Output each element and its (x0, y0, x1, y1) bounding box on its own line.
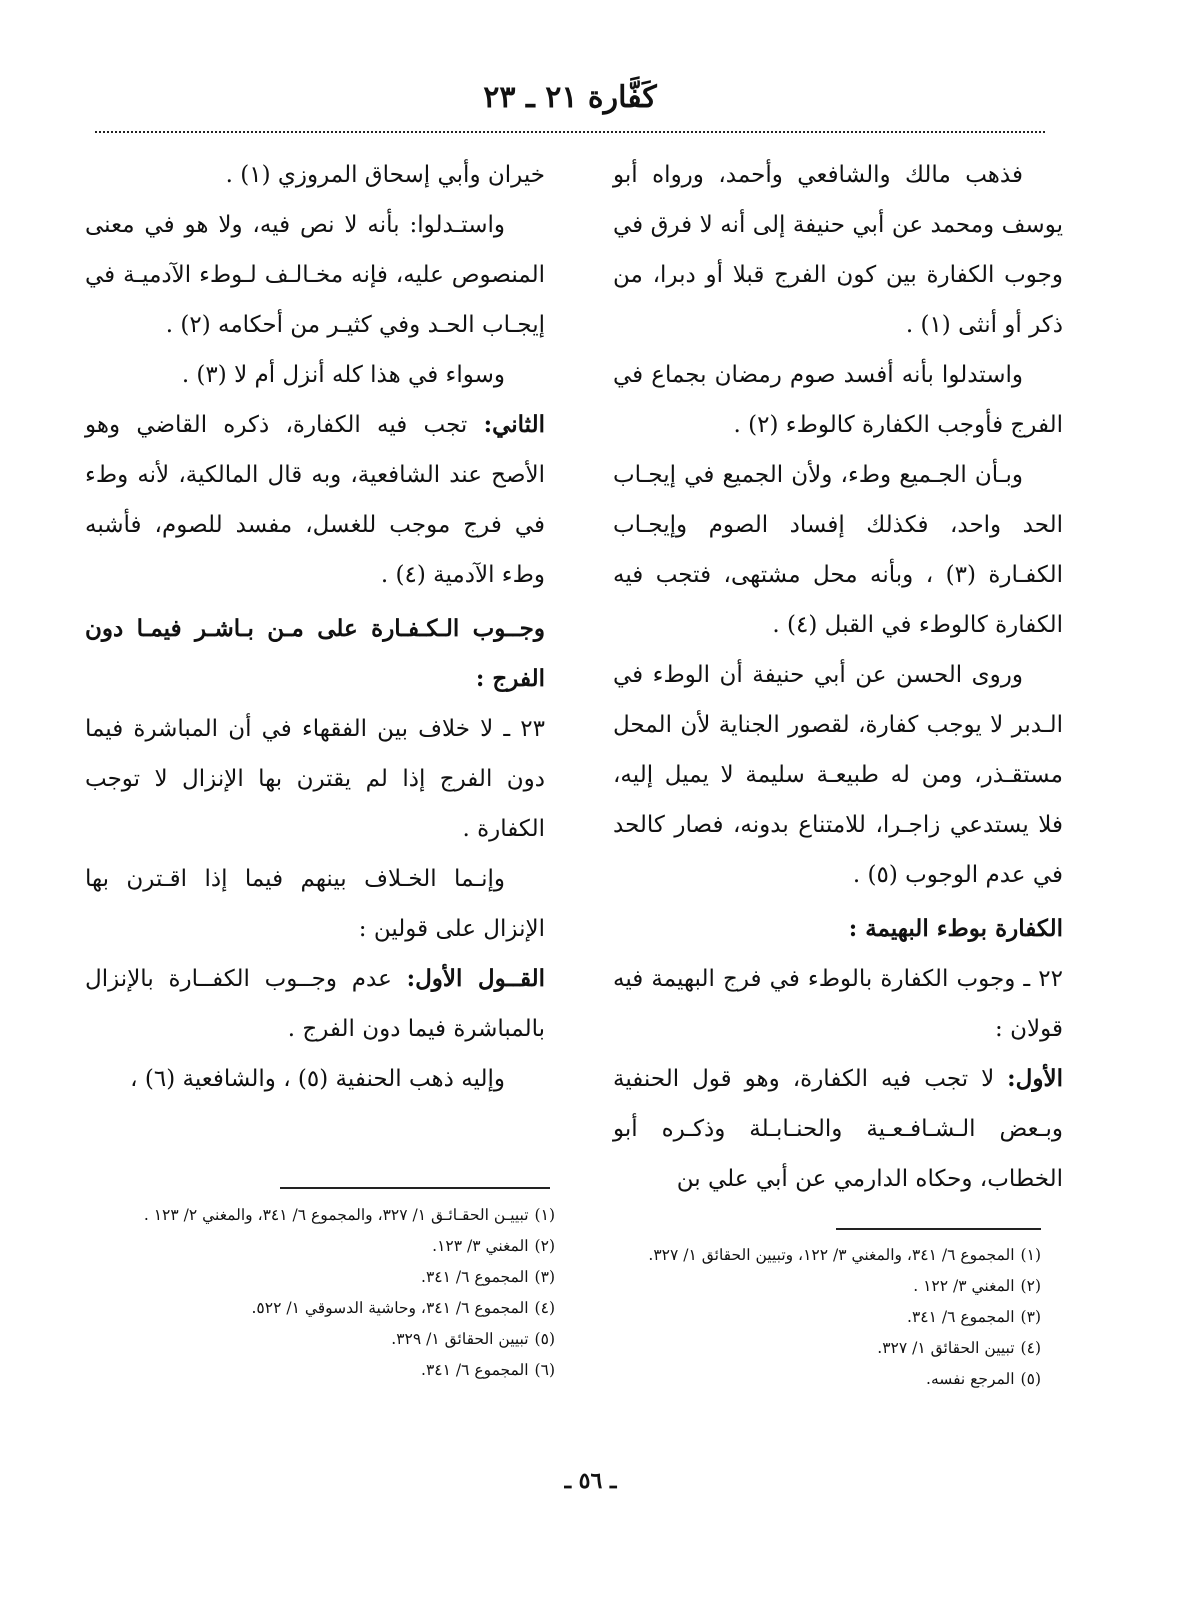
footnote-number: (٣) (1020, 1308, 1041, 1326)
footnote (85, 1355, 555, 1386)
footnote-text: المجموع ٦/ ٣٤١، والمغني ٣/ ١٢٢، وتبيين الحقائق ١/ ٣٢٧. (648, 1246, 1015, 1264)
footnote-number: (٤) (1020, 1339, 1041, 1357)
page-header-title: كَفَّارة ٢١ ـ ٢٣ (483, 80, 657, 115)
footnote-text: تبييـن الحقـائـق ١/ ٣٢٧، والمجموع ٦/ ٣٤١، والمغني ٢/ ١٢٣ . (143, 1206, 529, 1224)
footnote-number: (٤) (534, 1299, 555, 1317)
header-dotted-rule (95, 131, 1045, 133)
lead-term: القــول الأول: (406, 965, 545, 992)
footnote-text: المجموع ٦/ ٣٤١. (907, 1308, 1015, 1326)
paragraph (613, 1054, 1063, 1204)
footnote (85, 1324, 555, 1355)
paragraph: واستـدلوا: بأنه لا نص فيه، ولا هو في معنى المنصوص عليه، فإنه مخـالـف لـوطء الآدميـة في إيجـاب الحـد وفي كثيـر من أحكامه (٢) . (85, 212, 545, 338)
paragraph-text: عدم وجــوب الكفــارة بالإنزال بالمباشرة فيما دون الفرج . (85, 966, 545, 1042)
footnote-number: (٣) (534, 1268, 555, 1286)
paragraph: ٢٢ ـ وجوب الكفارة بالوطء في فرج البهيمة فيه قولان : (613, 966, 1063, 1042)
footnote-number: (١) (1020, 1246, 1041, 1264)
footnotes-right (601, 1240, 1041, 1395)
right-column (613, 150, 1063, 1204)
footnote (85, 1262, 555, 1293)
paragraph: واستدلوا بأنه أفسد صوم رمضان بجماع في الفرج فأوجب الكفارة كالوطء (٢) . (613, 362, 1063, 438)
footnote-number: (١) (534, 1206, 555, 1224)
paragraph: وسواء في هذا كله أنزل أم لا (٣) . (181, 362, 505, 388)
lead-term: الأول: (1007, 1065, 1063, 1092)
left-column (85, 150, 545, 1104)
footnote-text: تبيين الحقائق ١/ ٣٢٩. (391, 1330, 529, 1348)
paragraph (85, 400, 545, 600)
section-heading: الكفارة بوطء البهيمة : (848, 915, 1063, 942)
footnote-number: (٥) (1020, 1370, 1041, 1388)
footnote-text: المجموع ٦/ ٣٤١. (421, 1268, 529, 1286)
footnote (601, 1302, 1041, 1333)
footnote (601, 1364, 1041, 1395)
footnote-number: (٥) (534, 1330, 555, 1348)
footnote (85, 1231, 555, 1262)
footnote-text: المجموع ٦/ ٣٤١، وحاشية الدسوقي ١/ ٥٢٢. (251, 1299, 529, 1317)
paragraph: وروى الحسن عن أبي حنيفة أن الوطء في الـدبر لا يوجب كفارة، لقصور الجناية لأن المحل مستقـذر، ومن له طبيعـة سليمة لا يميل إليه، فلا يستدعي زاجـرا، للامتناع بدونه، فصار كالحد في عدم الوجوب (٥) . (613, 662, 1063, 888)
paragraph: ٢٣ ـ لا خلاف بين الفقهاء في أن المباشرة فيما دون الفرج إذا لم يقترن بها الإنزال لا توجب الكفارة . (85, 716, 545, 842)
paragraph: فذهب مالك والشافعي وأحمد، ورواه أبو يوسف ومحمد عن أبي حنيفة إلى أنه لا فرق في وجوب الكفارة بين كون الفرج قبلا أو دبرا، من ذكر أو أنثى (١) . (613, 162, 1063, 338)
footnote-text: المغني ٣/ ١٢٢ . (913, 1277, 1015, 1295)
footnote (85, 1293, 555, 1324)
footnote (601, 1271, 1041, 1302)
paragraph (85, 954, 545, 1054)
paragraph: وإنـما الخـلاف بينهم فيما إذا اقـترن بها الإنزال على قولين : (85, 866, 545, 942)
paragraph-text: لا تجب فيه الكفارة، وهو قول الحنفية وبـعض الـشـافـعـية والحنـابـلة وذكـره أبو الخطاب، وحكاه الدارمي عن أبي علي بن (613, 1066, 1063, 1192)
footnote (85, 1200, 555, 1231)
footnotes-left (85, 1200, 555, 1386)
footnote-number: (٦) (534, 1361, 555, 1379)
footnote-text: المغني ٣/ ١٢٣. (432, 1237, 529, 1255)
footnote-text: المرجع نفسه. (926, 1370, 1015, 1388)
footnote-text: تبيين الحقائق ١/ ٣٢٧. (877, 1339, 1015, 1357)
paragraph: خيران وأبي إسحاق المروزي (١) . (225, 162, 545, 188)
section-heading: وجــوب الـكـفـارة على مـن بـاشـر فيمـا دون الفرج : (85, 615, 545, 692)
footnote-text: المجموع ٦/ ٣٤١. (421, 1361, 529, 1379)
footnote-rule (280, 1187, 550, 1189)
lead-term: الثاني: (483, 411, 545, 438)
page-number: ـ ٥٦ ـ (564, 1468, 617, 1494)
paragraph: وإليه ذهب الحنفية (٥) ، والشافعية (٦) ، (130, 1066, 505, 1092)
footnote (601, 1333, 1041, 1364)
footnote-rule (836, 1228, 1041, 1230)
footnote (601, 1240, 1041, 1271)
paragraph: وبـأن الجـميع وطء، ولأن الجميع في إيجـاب الحد واحد، فكذلك إفساد الصوم وإيجـاب الكفـارة (٣) ، وبأنه محل مشتهى، فتجب فيه الكفارة كالوطء في القبل (٤) . (613, 462, 1064, 638)
paragraph-text: تجب فيه الكفارة، ذكره القاضي وهو الأصح عند الشافعية، وبه قال المالكية، لأنه وطء في فرج موجب للغسل، مفسد للصوم، فأشبه وطء الآدمية (٤) . (85, 412, 545, 588)
footnote-number: (٢) (534, 1237, 555, 1255)
footnote-number: (٢) (1020, 1277, 1041, 1295)
